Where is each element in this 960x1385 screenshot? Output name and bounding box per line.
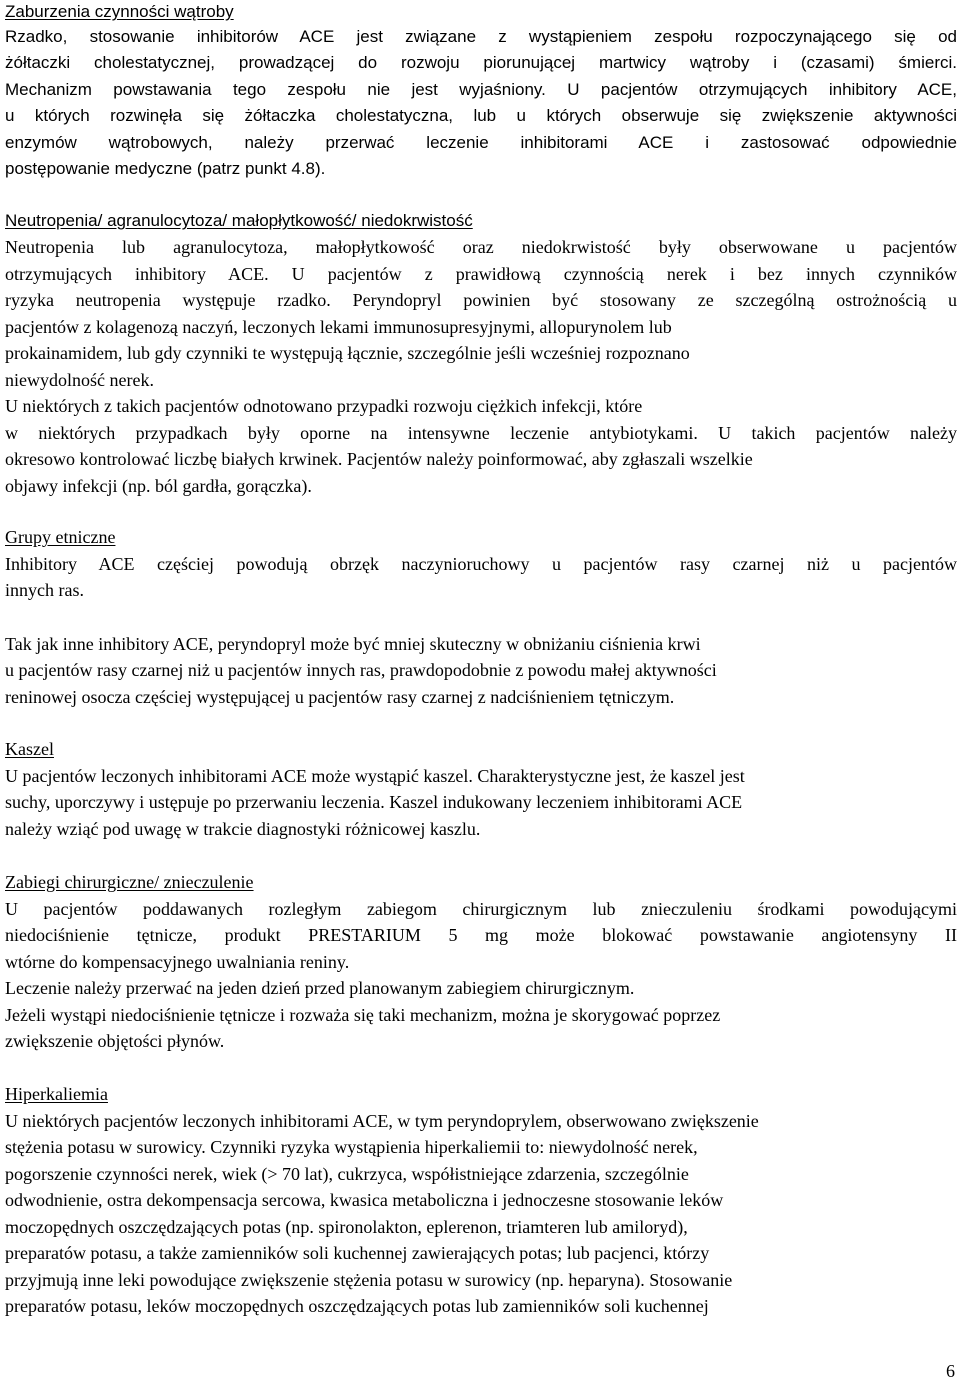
text-line: ryzyka neutropenia występuje rzadko. Peryndopryl powinien być stosowany ze szczególną ostrożnością u bbox=[5, 290, 957, 310]
section-heading-ethnic: Grupy etniczne bbox=[5, 527, 116, 547]
text-line: u pacjentów rasy czarnej niż u pacjentów innych ras, prawdopodobnie z powodu małej aktywności bbox=[5, 660, 717, 680]
page-number: 6 bbox=[946, 1361, 955, 1381]
text-line: prokainamidem, lub gdy czynniki te występują łącznie, szczególnie jeśli wcześniej rozpoznano bbox=[5, 343, 690, 363]
section-heading-hyperkalemia: Hiperkaliemia bbox=[5, 1084, 108, 1104]
text-line: żółtaczki cholestatycznej, prowadzącej do rozwoju piorunującej martwicy wątroby i (czasami) śmierci. bbox=[5, 53, 957, 72]
text-line: suchy, uporczywy i ustępuje po przerwaniu leczenia. Kaszel indukowany leczeniem inhibitorami ACE bbox=[5, 792, 743, 812]
text-line: zwiększenie objętości płynów. bbox=[5, 1031, 225, 1051]
text-line: reninowej osocza częściej występującej u pacjentów rasy czarnej z nadciśnieniem tętniczym. bbox=[5, 687, 675, 707]
text-line: Neutropenia lub agranulocytoza, małopłytkowość oraz niedokrwistość były obserwowane u pacjentów bbox=[5, 237, 957, 257]
text-line: postępowanie medyczne (patrz punkt 4.8). bbox=[5, 159, 326, 178]
text-line: w niektórych przypadkach były oporne na intensywne leczenie antybiotykami. U takich pacjentów należy bbox=[5, 423, 957, 443]
text-line: innych ras. bbox=[5, 580, 84, 600]
text-line: otrzymujących inhibitory ACE. U pacjentów z prawidłową czynnością nerek i bez innych czynników bbox=[5, 264, 957, 284]
text-line: Inhibitory ACE częściej powodują obrzęk naczynioruchowy u pacjentów rasy czarnej niż u pacjentów bbox=[5, 554, 957, 574]
text-line: Mechanizm powstawania tego zespołu nie jest wyjaśniony. U pacjentów otrzymujących inhibitory ACE, bbox=[5, 80, 957, 99]
text-line: odwodnienie, ostra dekompensacja sercowa, kwasica metaboliczna i jednoczesne stosowanie leków bbox=[5, 1190, 724, 1210]
text-line: wtórne do kompensacyjnego uwalniania reniny. bbox=[5, 952, 350, 972]
text-line: preparatów potasu, leków moczopędnych oszczędzających potas lub zamienników soli kuchennej bbox=[5, 1296, 709, 1316]
text-line: u których rozwinęła się żółtaczka cholestatyczna, lub u których obserwuje się zwiększenie aktywności bbox=[5, 106, 957, 125]
text-line: objawy infekcji (np. ból gardła, gorączka). bbox=[5, 476, 312, 496]
section-heading-neutropenia: Neutropenia/ agranulocytoza/ małopłytkowość/ niedokrwistość bbox=[5, 211, 473, 230]
section-heading-surgery: Zabiegi chirurgiczne/ znieczulenie bbox=[5, 872, 254, 892]
text-line: niedociśnienie tętnicze, produkt PRESTARIUM 5 mg może blokować powstawanie angiotensyny II bbox=[5, 925, 957, 945]
text-line: U niektórych z takich pacjentów odnotowano przypadki rozwoju ciężkich infekcji, które bbox=[5, 396, 643, 416]
text-line: U pacjentów leczonych inhibitorami ACE może wystąpić kaszel. Charakterystyczne jest, że kaszel jest bbox=[5, 766, 745, 786]
text-line: pogorszenie czynności nerek, wiek (> 70 lat), cukrzyca, współistniejące zdarzenia, szczególnie bbox=[5, 1164, 689, 1184]
text-line: U pacjentów poddawanych rozległym zabiegom chirurgicznym lub znieczuleniu środkami powodującymi bbox=[5, 899, 957, 919]
text-line: U niektórych pacjentów leczonych inhibitorami ACE, w tym peryndoprylem, obserwowano zwiększenie bbox=[5, 1111, 759, 1131]
text-line: Tak jak inne inhibitory ACE, peryndopryl może być mniej skuteczny w obniżaniu ciśnienia krwi bbox=[5, 634, 701, 654]
text-line: Leczenie należy przerwać na jeden dzień przed planowanym zabiegiem chirurgicznym. bbox=[5, 978, 635, 998]
text-line: niewydolność nerek. bbox=[5, 370, 154, 390]
text-line: preparatów potasu, a także zamienników soli kuchennej zawierających potas; lub pacjenci, którzy bbox=[5, 1243, 710, 1263]
section-heading-liver: Zaburzenia czynności wątroby bbox=[5, 2, 234, 21]
text-line: przyjmują inne leki powodujące zwiększenie stężenia potasu w surowicy (np. heparyna). Stosowanie bbox=[5, 1270, 733, 1290]
text-line: enzymów wątrobowych, należy przerwać leczenie inhibitorami ACE i zastosować odpowiednie bbox=[5, 133, 957, 152]
text-line: pacjentów z kolagenozą naczyń, leczonych lekami immunosupresyjnymi, allopurynolem lub bbox=[5, 317, 672, 337]
text-line: okresowo kontrolować liczbę białych krwinek. Pacjentów należy poinformować, aby zgłaszali wszelkie bbox=[5, 449, 753, 469]
text-line: stężenia potasu w surowicy. Czynniki ryzyka wystąpienia hiperkaliemii to: niewydolność nerek, bbox=[5, 1137, 698, 1157]
text-line: Rzadko, stosowanie inhibitorów ACE jest związane z wystąpieniem zespołu rozpoczynającego się od bbox=[5, 27, 957, 46]
section-heading-cough: Kaszel bbox=[5, 739, 54, 759]
text-line: należy wziąć pod uwagę w trakcie diagnostyki różnicowej kaszlu. bbox=[5, 819, 481, 839]
text-line: Jeżeli wystąpi niedociśnienie tętnicze i rozważa się taki mechanizm, można je skorygować poprzez bbox=[5, 1005, 721, 1025]
text-line: moczopędnych oszczędzających potas (np. spironolakton, eplerenon, triamteren lub amiloryd), bbox=[5, 1217, 688, 1237]
